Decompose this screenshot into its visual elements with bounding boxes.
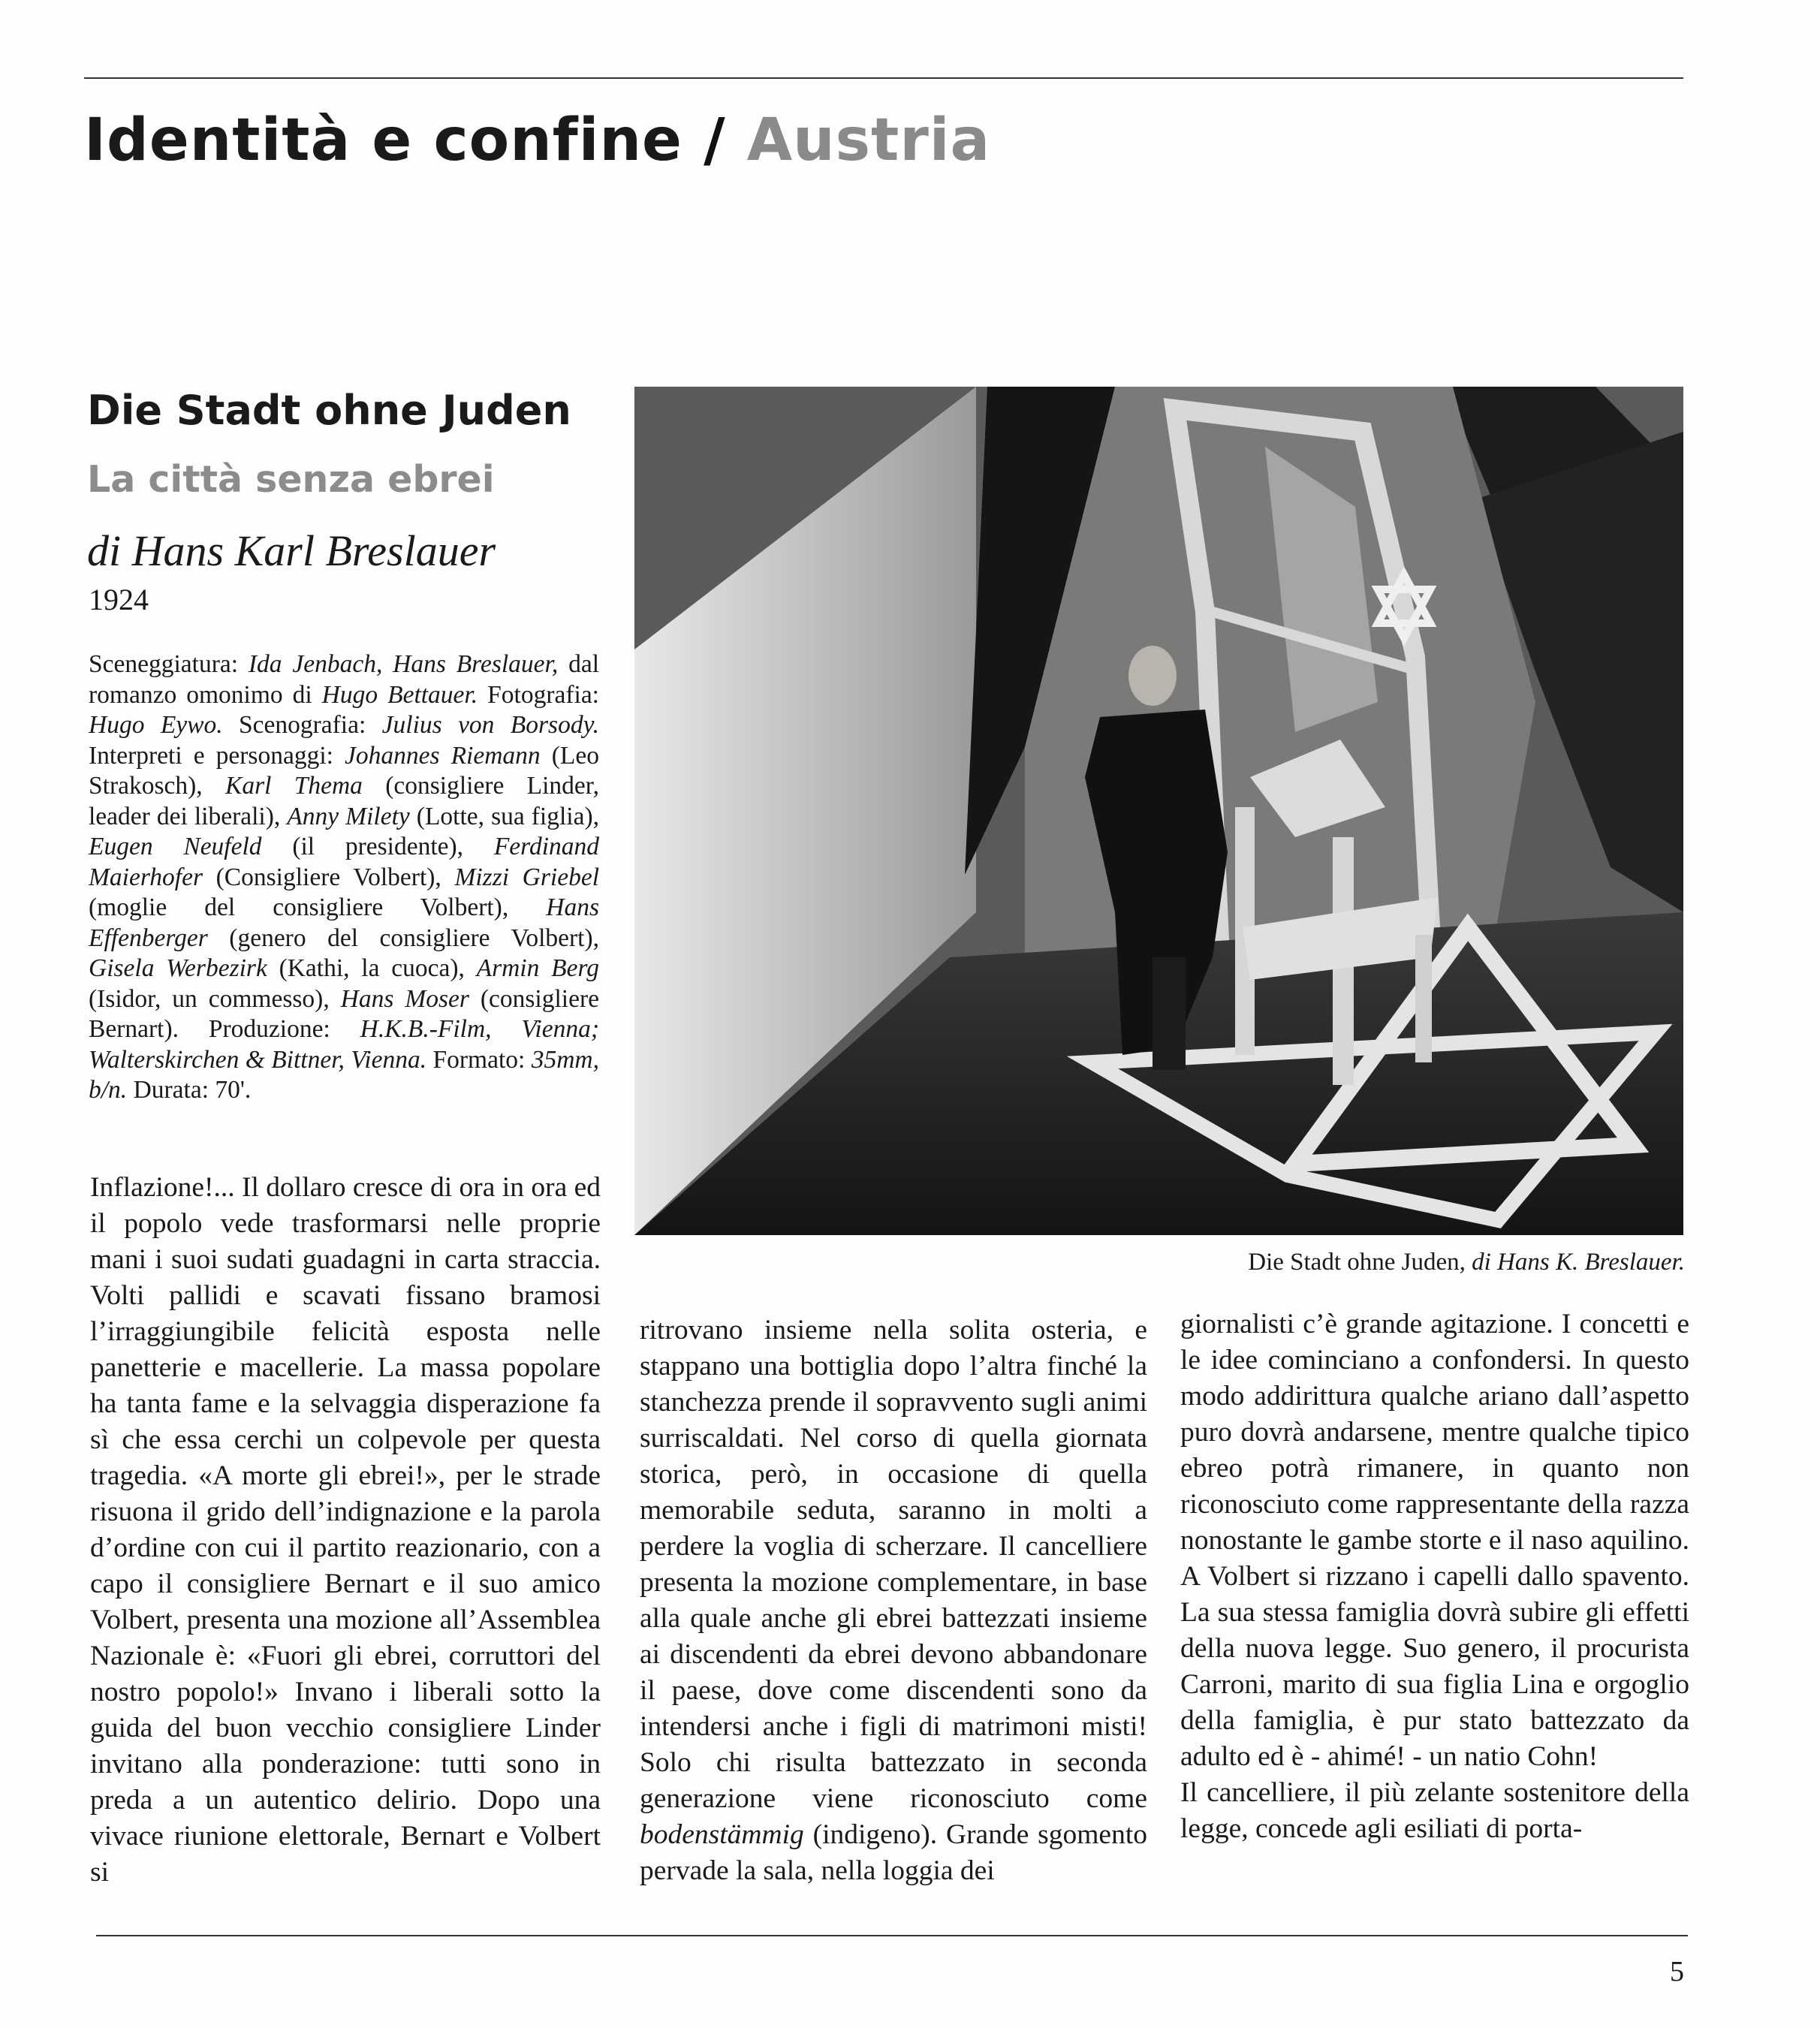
cast-actor: Armin Berg	[476, 954, 599, 982]
cast-role: (Consigliere Volbert),	[202, 863, 455, 891]
caption-title: Die Stadt ohne Juden	[1248, 1249, 1460, 1276]
cast-actor: Mizzi Griebel	[454, 863, 599, 891]
director-line: di Hans Karl Breslauer	[87, 526, 496, 575]
credit-value: Hugo Bettauer.	[321, 680, 478, 709]
cast-actor: Hans Moser	[340, 984, 469, 1013]
cast-role: (moglie del consigliere Volbert),	[89, 893, 547, 921]
body-text: (indigeno). Grande sgomento pervade la sala, nella loggia dei	[640, 1819, 1147, 1886]
body-column-3	[1180, 1306, 1689, 1847]
credit-label: Sceneggiatura:	[89, 650, 249, 678]
credit-label: Scenografia:	[222, 711, 382, 739]
credit-value: 35mm, b/n.	[89, 1045, 599, 1104]
section-header	[84, 107, 990, 174]
cast-role: (consigliere Bernart).	[89, 984, 599, 1043]
cast-role: (consigliere Linder, leader dei liberali),	[89, 772, 599, 830]
credit-value: H.K.B.-Film, Vienna; Walterskirchen & Bittner, Vienna.	[89, 1015, 599, 1074]
bottom-rule	[96, 1935, 1688, 1936]
credit-label: Fotografia:	[478, 680, 599, 709]
cast-actor: Hans Effenberger	[89, 893, 599, 952]
credit-label: Interpreti e personaggi:	[89, 741, 345, 770]
film-title-italian: La città senza ebrei	[87, 458, 495, 501]
film-year: 1924	[89, 583, 149, 616]
credit-value: Hugo Eywo.	[89, 711, 223, 739]
credit-label: Formato:	[426, 1045, 532, 1074]
cast-role: (Kathi, la cuoca),	[267, 954, 477, 982]
cast-role: (Leo Strakosch),	[89, 741, 599, 800]
body-column-2	[640, 1312, 1147, 1889]
film-still-photo	[634, 387, 1683, 1235]
caption-credit: , di Hans K. Breslauer.	[1459, 1249, 1685, 1276]
body-text: ritrovano insieme nella solita osteria, e stappano una bottiglia dopo l’altra finché la stanchezza prende il sopravvento sugli animi surriscaldati. Nel corso di quella giornata storica, però, in occasione di quella memorabile seduta, saranno in molti a perdere la voglia di scherzare. Il cancelliere presenta la mozione complementare, in base alla quale anche gli ebrei battezzati insieme ai discendenti da ebrei devono abbandonare il paese, dove come discendenti sono da intendersi anche i figli di matrimoni misti! Solo chi risulta battezzato in seconda generazione viene riconosciuto come	[640, 1315, 1147, 1814]
cast-actor: Karl Thema	[224, 772, 363, 800]
section-country: Austria	[746, 107, 991, 174]
credit-label: dal romanzo omonimo di	[89, 650, 599, 709]
credit-label: Durata:	[127, 1076, 215, 1104]
credit-value: Ida Jenbach, Hans Breslauer,	[248, 650, 559, 678]
credit-value: 70'.	[215, 1076, 252, 1104]
cast-role: (il presidente),	[261, 833, 494, 860]
paragraph: giornalisti c’è grande agitazione. I concetti e le idee cominciano a confondersi. In questo modo addirittura qualche ariano dall’aspetto puro dovrà andarsene, mentre qualche tipico ebreo potrà rimanere, in quanto non riconosciuto come rappresentante della razza nonostante le gambe storte e il naso aquilino. A Volbert si rizzano i capelli dallo spavento. La sua stessa famiglia dovrà subire gli effetti della nuova legge. Suo genero, il procurista Carroni, marito di sua figlia Lina e orgoglio della famiglia, è pur stato battezzato da adulto ed è - ahimé! - un natio Cohn!	[1180, 1309, 1689, 1772]
film-title: Die Stadt ohne Juden	[87, 387, 571, 434]
cast-role: (Isidor, un commesso),	[89, 984, 341, 1013]
cast-role: (genero del consigliere Volbert),	[207, 924, 599, 952]
cast-role: (Lotte, sua figlia),	[409, 802, 599, 830]
cast-actor: Johannes Riemann	[345, 741, 541, 770]
emphasized-term: bodenstämmig	[640, 1819, 804, 1850]
photo-caption	[1248, 1249, 1685, 1276]
section-title: Identità e confine	[84, 107, 682, 174]
cast-actor: Anny Milety	[287, 802, 410, 830]
cast-actor: Eugen Neufeld	[89, 833, 262, 860]
cast-actor: Gisela Werbezirk	[89, 954, 267, 982]
page-number: 5	[1670, 1956, 1684, 1987]
top-rule	[84, 77, 1683, 79]
cast-actor: Ferdinand Maierhofer	[89, 833, 599, 891]
header-separator: /	[704, 107, 726, 174]
credits-block	[89, 649, 599, 1106]
credit-label: Produzione:	[208, 1015, 360, 1043]
credit-value: Julius von Borsody.	[381, 711, 599, 739]
paragraph: Il cancelliere, il più zelante sostenitore della legge, concede agli esiliati di porta-	[1180, 1777, 1689, 1844]
body-column-1: Inflazione!... Il dollaro cresce di ora in ora ed il popolo vede trasformarsi nelle proprie mani i suoi sudati guadagni in carta straccia. Volti pallidi e scavati fissano bramosi l’irraggiungibile felicità esposta nelle panetterie e macellerie. La massa popolare ha tanta fame e la selvaggia disperazione fa sì che essa cerchi un colpevole per questa tragedia. «A morte gli ebrei!», per le strade risuona il grido dell’indignazione e la parola d’ordine con cui il partito reazionario, con a capo il consigliere Bernart e il suo amico Volbert, presenta una mozione all’Assemblea Nazionale è: «Fuori gli ebrei, corruttori del nostro popolo!» Invano i liberali sotto la guida del buon vecchio consigliere Linder invitano alla ponderazione: tutti sono in preda a un autentico delirio. Dopo una vivace riunione elettorale, Bernart e Volbert si	[90, 1172, 601, 1888]
